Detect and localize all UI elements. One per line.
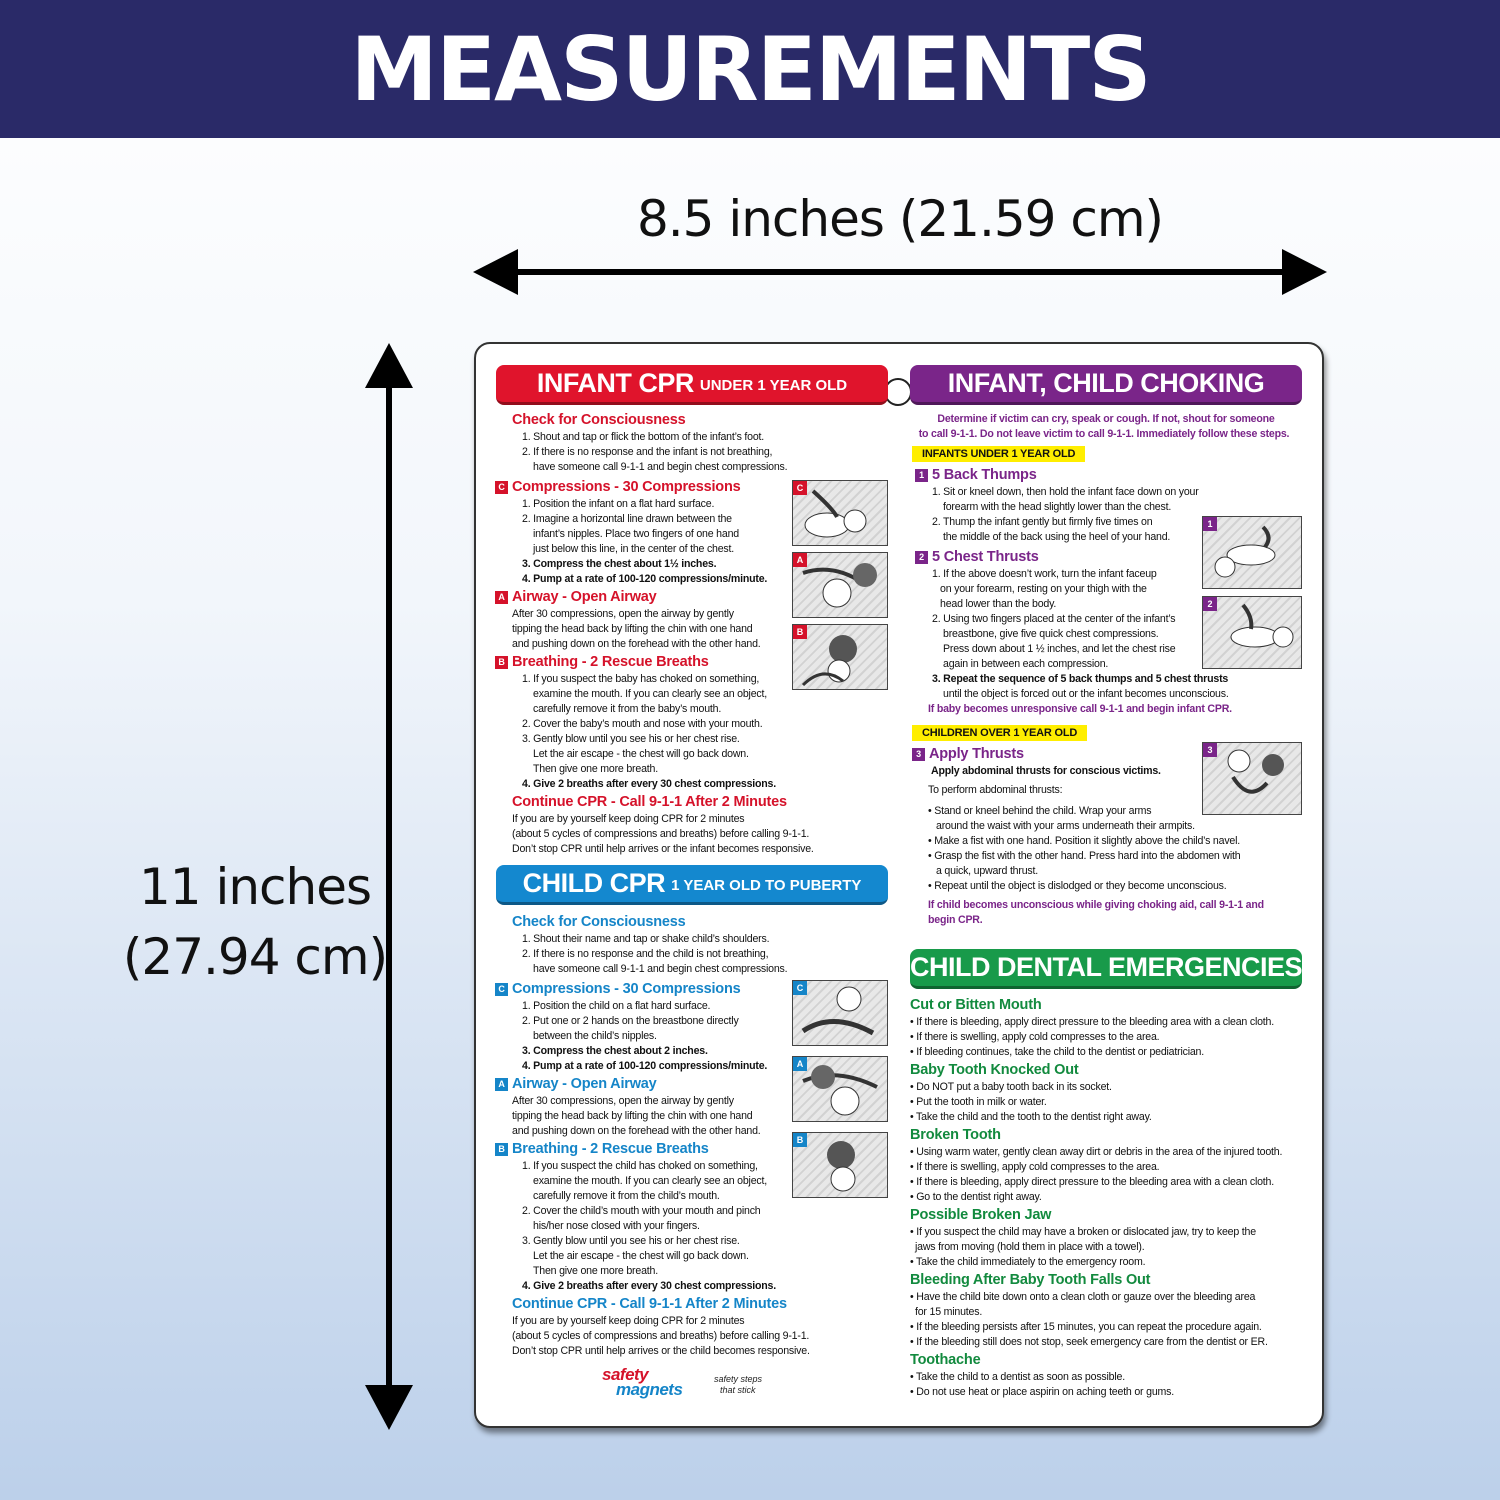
infant-breathing-tag: B xyxy=(495,656,508,669)
infant-breathing-step: carefully remove it from the baby’s mouth. xyxy=(533,703,722,715)
back-thumps-heading xyxy=(912,466,1300,485)
child-check-step: 2. If there is no response and the child is not breathing, xyxy=(522,948,769,960)
child-breathing-illustration xyxy=(792,1132,888,1198)
dental-line: • Take the child immediately to the emergency room. xyxy=(910,1256,1146,1268)
dental-header xyxy=(910,949,1302,989)
infant-breathing-step: 3. Gently blow until you see his or her chest rise. xyxy=(522,733,740,745)
apply-thrusts-title: Apply Thrusts xyxy=(929,746,1024,762)
chest-thrusts-step: 1. If the above doesn’t work, turn the infant faceup xyxy=(932,568,1157,580)
illustration-label-b: B xyxy=(793,625,807,639)
child-breathing-step: Let the air escape - the chest will go back down. xyxy=(533,1250,749,1262)
illustration-label-b: B xyxy=(793,1133,807,1147)
dental-line: • If the bleeding persists after 15 minutes, you can repeat the procedure again. xyxy=(910,1321,1262,1333)
banner-title: MEASUREMENTS xyxy=(0,0,1500,138)
chest-thrusts-step: on your forearm, resting on your thigh with the xyxy=(940,583,1147,595)
child-check-step: have someone call 9-1-1 and begin chest compressions. xyxy=(533,963,788,975)
illustration-label-2: 2 xyxy=(1203,597,1217,611)
child-breathing-step: 2. Cover the child’s mouth with your mouth and pinch xyxy=(522,1205,761,1217)
back-thumps-step: 2. Thump the infant gently but firmly five times on xyxy=(932,516,1153,528)
infant-cpr-subtitle: UNDER 1 YEAR OLD xyxy=(699,377,848,394)
height-label xyxy=(120,852,390,992)
apply-bullet: around the waist with your arms underneath their armpits. xyxy=(936,820,1195,832)
child-continue-text: (about 5 cycles of compressions and breaths) before calling 9-1-1. xyxy=(512,1330,810,1342)
child-continue-title: Continue CPR - Call 9-1-1 After 2 Minutes xyxy=(512,1296,787,1312)
child-compressions-tag: C xyxy=(495,983,508,996)
child-breathing-tag: B xyxy=(495,1143,508,1156)
dental-line: • Take the child and the tooth to the dentist right away. xyxy=(910,1111,1152,1123)
infant-compressions-title: Compressions - 30 Compressions xyxy=(512,479,741,495)
dental-line: for 15 minutes. xyxy=(915,1306,983,1318)
logo-tagline xyxy=(714,1374,762,1396)
dental-line: • If there is bleeding, apply direct pressure to the bleeding area with a clean cloth. xyxy=(910,1016,1274,1028)
apply-thrusts-illustration xyxy=(1202,742,1302,815)
choking-intro: Determine if victim can cry, speak or cough. If not, shout for someone xyxy=(937,413,1275,425)
child-compressions-drawing xyxy=(793,981,889,1047)
logo-line2: magnets xyxy=(616,1380,683,1399)
infant-breathing-step: 2. Cover the baby’s mouth and nose with your mouth. xyxy=(522,718,763,730)
infant-airway-text: After 30 compressions, open the airway by gently xyxy=(512,608,734,620)
dental-line: • If there is swelling, apply cold compresses to the area. xyxy=(910,1161,1160,1173)
back-thumps-step: the middle of the back using the heel of your hand. xyxy=(943,531,1171,543)
apply-thrusts-drawing xyxy=(1203,743,1303,816)
dental-line: • Put the tooth in milk or water. xyxy=(910,1096,1047,1108)
infant-breathing-heading xyxy=(498,653,812,672)
infant-compressions-step: 3. Compress the chest about 1½ inches. xyxy=(522,558,717,570)
dental-line: • Do not use heat or place aspirin on aching teeth or gums. xyxy=(910,1386,1174,1398)
logo-tagline1: safety steps xyxy=(714,1374,763,1384)
back-thumps-illustration xyxy=(1202,516,1302,589)
dental-line: jaws from moving (hold them in place with a towel). xyxy=(915,1241,1145,1253)
child-airway-text: After 30 compressions, open the airway by gently xyxy=(512,1095,734,1107)
child-compressions-step: 1. Position the child on a flat hard surface. xyxy=(522,1000,711,1012)
child-airway-text: tipping the head back by lifting the chin with one hand xyxy=(512,1110,753,1122)
infant-check-step: have someone call 9-1-1 and begin chest compressions. xyxy=(533,461,788,473)
dental-line: • If bleeding continues, take the child to the dentist or pediatrician. xyxy=(910,1046,1204,1058)
illustration-label-c: C xyxy=(793,481,807,495)
child-airway-text: and pushing down on the forehead with the other hand. xyxy=(512,1125,761,1137)
infant-compressions-illustration xyxy=(792,480,888,546)
apply-bullet: • Stand or kneel behind the child. Wrap your arms xyxy=(928,805,1152,817)
chest-thrusts-step: again in between each compression. xyxy=(943,658,1109,670)
infant-compressions-step: 1. Position the infant on a flat hard surface. xyxy=(522,498,715,510)
illustration-label-a: A xyxy=(793,553,807,567)
child-cpr-content xyxy=(498,912,812,1359)
child-compressions-step: 2. Put one or 2 hands on the breastbone directly xyxy=(522,1015,739,1027)
chest-thrusts-title: 5 Chest Thrusts xyxy=(932,549,1039,565)
child-check-title: Check for Consciousness xyxy=(512,914,686,930)
apply-perform: To perform abdominal thrusts: xyxy=(928,784,1063,796)
chest-thrusts-step: 2. Using two fingers placed at the center of the infant’s xyxy=(932,613,1176,625)
infant-airway-text: tipping the head back by lifting the chin with one hand xyxy=(512,623,753,635)
apply-intro: Apply abdominal thrusts for conscious victims. xyxy=(931,765,1161,777)
apply-bullet: • Grasp the fist with the other hand. Press hard into the abdomen with xyxy=(928,850,1241,862)
apply-thrusts-tag: 3 xyxy=(912,748,925,761)
children-label: CHILDREN OVER 1 YEAR OLD xyxy=(912,725,1087,741)
width-label: 8.5 inches (21.59 cm) xyxy=(636,190,1164,248)
infant-compressions-step: 2. Imagine a horizontal line drawn between the xyxy=(522,513,732,525)
dental-section-title: Baby Tooth Knocked Out xyxy=(910,1062,1079,1078)
child-compressions-step: between the child’s nipples. xyxy=(533,1030,657,1042)
infants-label: INFANTS UNDER 1 YEAR OLD xyxy=(912,446,1085,462)
infant-airway-title: Airway - Open Airway xyxy=(512,589,657,605)
infant-compressions-drawing xyxy=(793,481,889,547)
chest-thrusts-illustration xyxy=(1202,596,1302,669)
child-breathing-step: his/her nose closed with your fingers. xyxy=(533,1220,700,1232)
dental-line: • If the bleeding still does not stop, seek emergency care from the dentist or ER. xyxy=(910,1336,1268,1348)
height-label-cm: (27.94 cm) xyxy=(122,928,388,986)
child-cpr-title: CHILD CPR xyxy=(522,868,666,898)
dental-line: • If there is bleeding, apply direct pressure to the bleeding area with a clean cloth. xyxy=(910,1176,1274,1188)
child-compressions-title: Compressions - 30 Compressions xyxy=(512,981,741,997)
infant-continue-text: Don’t stop CPR until help arrives or the infant becomes responsive. xyxy=(512,843,814,855)
back-thumps-step: forearm with the head slightly lower than the chest. xyxy=(943,501,1172,513)
infant-continue-text: (about 5 cycles of compressions and breaths) before calling 9-1-1. xyxy=(512,828,810,840)
infant-breathing-step: 4. Give 2 breaths after every 30 chest compressions. xyxy=(522,778,776,790)
child-airway-heading xyxy=(498,1075,812,1094)
choking-content xyxy=(912,412,1300,928)
back-thumps-title: 5 Back Thumps xyxy=(932,467,1037,483)
child-airway-title: Airway - Open Airway xyxy=(512,1076,657,1092)
child-airway-tag: A xyxy=(495,1078,508,1091)
back-thumps-tag: 1 xyxy=(915,469,928,482)
child-breathing-step: Then give one more breath. xyxy=(533,1265,658,1277)
child-compressions-step: 3. Compress the chest about 2 inches. xyxy=(522,1045,708,1057)
child-breathing-drawing xyxy=(793,1133,889,1199)
dental-line: • Go to the dentist right away. xyxy=(910,1191,1042,1203)
child-continue-text: If you are by yourself keep doing CPR for 2 minutes xyxy=(512,1315,745,1327)
choking-header xyxy=(910,365,1302,405)
infant-breathing-illustration xyxy=(792,624,888,690)
child-breathing-step: carefully remove it from the child’s mouth. xyxy=(533,1190,720,1202)
infant-compressions-step: 4. Pump at a rate of 100-120 compressions/minute. xyxy=(522,573,768,585)
chest-thrusts-step: until the object is forced out or the infant becomes unconscious. xyxy=(943,688,1229,700)
child-breathing-step: 4. Give 2 breaths after every 30 chest compressions. xyxy=(522,1280,776,1292)
chest-thrusts-step: 3. Repeat the sequence of 5 back thumps and 5 chest thrusts xyxy=(932,673,1229,685)
chest-thrusts-step: Press down about 1 ½ inches, and let the chest rise xyxy=(943,643,1176,655)
dental-line: • If there is swelling, apply cold compresses to the area. xyxy=(910,1031,1160,1043)
infant-airway-tag: A xyxy=(495,591,508,604)
child-airway-illustration xyxy=(792,1056,888,1122)
illustration-label-3: 3 xyxy=(1203,743,1217,757)
child-breathing-step: 3. Gently blow until you see his or her chest rise. xyxy=(522,1235,740,1247)
child-breathing-step: 1. If you suspect the child has choked on something, xyxy=(522,1160,758,1172)
infant-cpr-header xyxy=(496,365,888,405)
illustration-label-1: 1 xyxy=(1203,517,1217,531)
apply-bullet: • Repeat until the object is dislodged or they become unconscious. xyxy=(928,880,1227,892)
dental-section-title: Toothache xyxy=(910,1352,981,1368)
dental-line: • Using warm water, gently clean away dirt or debris in the area of the injured tooth. xyxy=(910,1146,1283,1158)
infant-note: If baby becomes unresponsive call 9-1-1 and begin infant CPR. xyxy=(928,703,1232,715)
infant-compressions-step: infant’s nipples. Place two fingers of one hand xyxy=(533,528,739,540)
hanging-hole xyxy=(884,378,912,406)
infant-breathing-title: Breathing - 2 Rescue Breaths xyxy=(512,654,709,670)
choking-title: INFANT, CHILD CHOKING xyxy=(947,368,1265,398)
infant-breathing-drawing xyxy=(793,625,889,691)
infant-breathing-step: Then give one more breath. xyxy=(533,763,658,775)
dental-line: • Take the child to a dentist as soon as possible. xyxy=(910,1371,1125,1383)
dental-section-title: Cut or Bitten Mouth xyxy=(910,997,1042,1013)
child-cpr-subtitle: 1 YEAR OLD TO PUBERTY xyxy=(671,877,862,894)
child-continue-text: Don’t stop CPR until help arrives or the child becomes responsive. xyxy=(512,1345,810,1357)
child-cpr-header xyxy=(496,865,888,905)
dental-line: • Have the child bite down onto a clean cloth or gauze over the bleeding area xyxy=(910,1291,1256,1303)
dental-line: • Do NOT put a baby tooth back in its socket. xyxy=(910,1081,1112,1093)
infant-compressions-step: just below this line, in the center of the chest. xyxy=(533,543,735,555)
infant-breathing-step: Let the air escape - the chest will go back down. xyxy=(533,748,749,760)
child-note: If child becomes unconscious while giving choking aid, call 9-1-1 and xyxy=(928,899,1264,911)
infant-breathing-step: 1. If you suspect the baby has choked on something, xyxy=(522,673,760,685)
infant-check-title: Check for Consciousness xyxy=(512,412,686,428)
infant-compressions-heading xyxy=(498,478,812,497)
infant-check-step: 2. If there is no response and the infant is not breathing, xyxy=(522,446,773,458)
child-breathing-heading xyxy=(498,1140,812,1159)
dental-line: • If you suspect the child may have a broken or dislocated jaw, try to keep the xyxy=(910,1226,1256,1238)
infant-check-step: 1. Shout and tap or flick the bottom of the infant’s foot. xyxy=(522,431,765,443)
child-compressions-step: 4. Pump at a rate of 100-120 compressions/minute. xyxy=(522,1060,768,1072)
child-breathing-step: examine the mouth. If you can clearly see an object, xyxy=(533,1175,767,1187)
apply-bullet: a quick, upward thrust. xyxy=(936,865,1038,877)
dental-section-title: Broken Tooth xyxy=(910,1127,1001,1143)
infant-airway-heading xyxy=(498,588,812,607)
infant-breathing-step: examine the mouth. If you can clearly see an object, xyxy=(533,688,767,700)
dental-content xyxy=(910,995,1310,1400)
chest-thrusts-drawing xyxy=(1203,597,1303,670)
safety-magnets-logo xyxy=(602,1365,782,1405)
infant-continue-text: If you are by yourself keep doing CPR for 2 minutes xyxy=(512,813,745,825)
illustration-label-a: A xyxy=(793,1057,807,1071)
infant-cpr-title: INFANT CPR xyxy=(536,368,694,398)
infant-continue-title: Continue CPR - Call 9-1-1 After 2 Minutes xyxy=(512,794,787,810)
infant-compressions-tag: C xyxy=(495,481,508,494)
child-airway-drawing xyxy=(793,1057,889,1123)
infant-airway-text: and pushing down on the forehead with the other hand. xyxy=(512,638,761,650)
back-thumps-drawing xyxy=(1203,517,1303,590)
dental-section-title: Possible Broken Jaw xyxy=(910,1207,1052,1223)
illustration-label-c: C xyxy=(793,981,807,995)
height-label-inches: 11 inches xyxy=(138,858,372,916)
child-note: begin CPR. xyxy=(928,914,983,926)
chest-thrusts-step: breastbone, give five quick chest compressions. xyxy=(943,628,1159,640)
infant-airway-illustration xyxy=(792,552,888,618)
infant-airway-drawing xyxy=(793,553,889,619)
apply-bullet: • Make a fist with one hand. Position it slightly above the child’s navel. xyxy=(928,835,1241,847)
logo-line1: safety xyxy=(602,1365,649,1384)
back-thumps-step: 1. Sit or kneel down, then hold the infant face down on your xyxy=(932,486,1199,498)
child-compressions-heading xyxy=(498,980,812,999)
child-check-step: 1. Shout their name and tap or shake child’s shoulders. xyxy=(522,933,770,945)
dental-title: CHILD DENTAL EMERGENCIES xyxy=(909,952,1303,982)
child-breathing-title: Breathing - 2 Rescue Breaths xyxy=(512,1141,709,1157)
chest-thrusts-tag: 2 xyxy=(915,551,928,564)
infant-cpr-content xyxy=(498,410,814,857)
dental-section-title: Bleeding After Baby Tooth Falls Out xyxy=(910,1272,1151,1288)
choking-intro: to call 9-1-1. Do not leave victim to call 9-1-1. Immediately follow these steps. xyxy=(918,428,1290,440)
child-compressions-illustration xyxy=(792,980,888,1046)
logo-tagline2: that stick xyxy=(720,1385,756,1395)
chest-thrusts-step: head lower than the body. xyxy=(940,598,1057,610)
